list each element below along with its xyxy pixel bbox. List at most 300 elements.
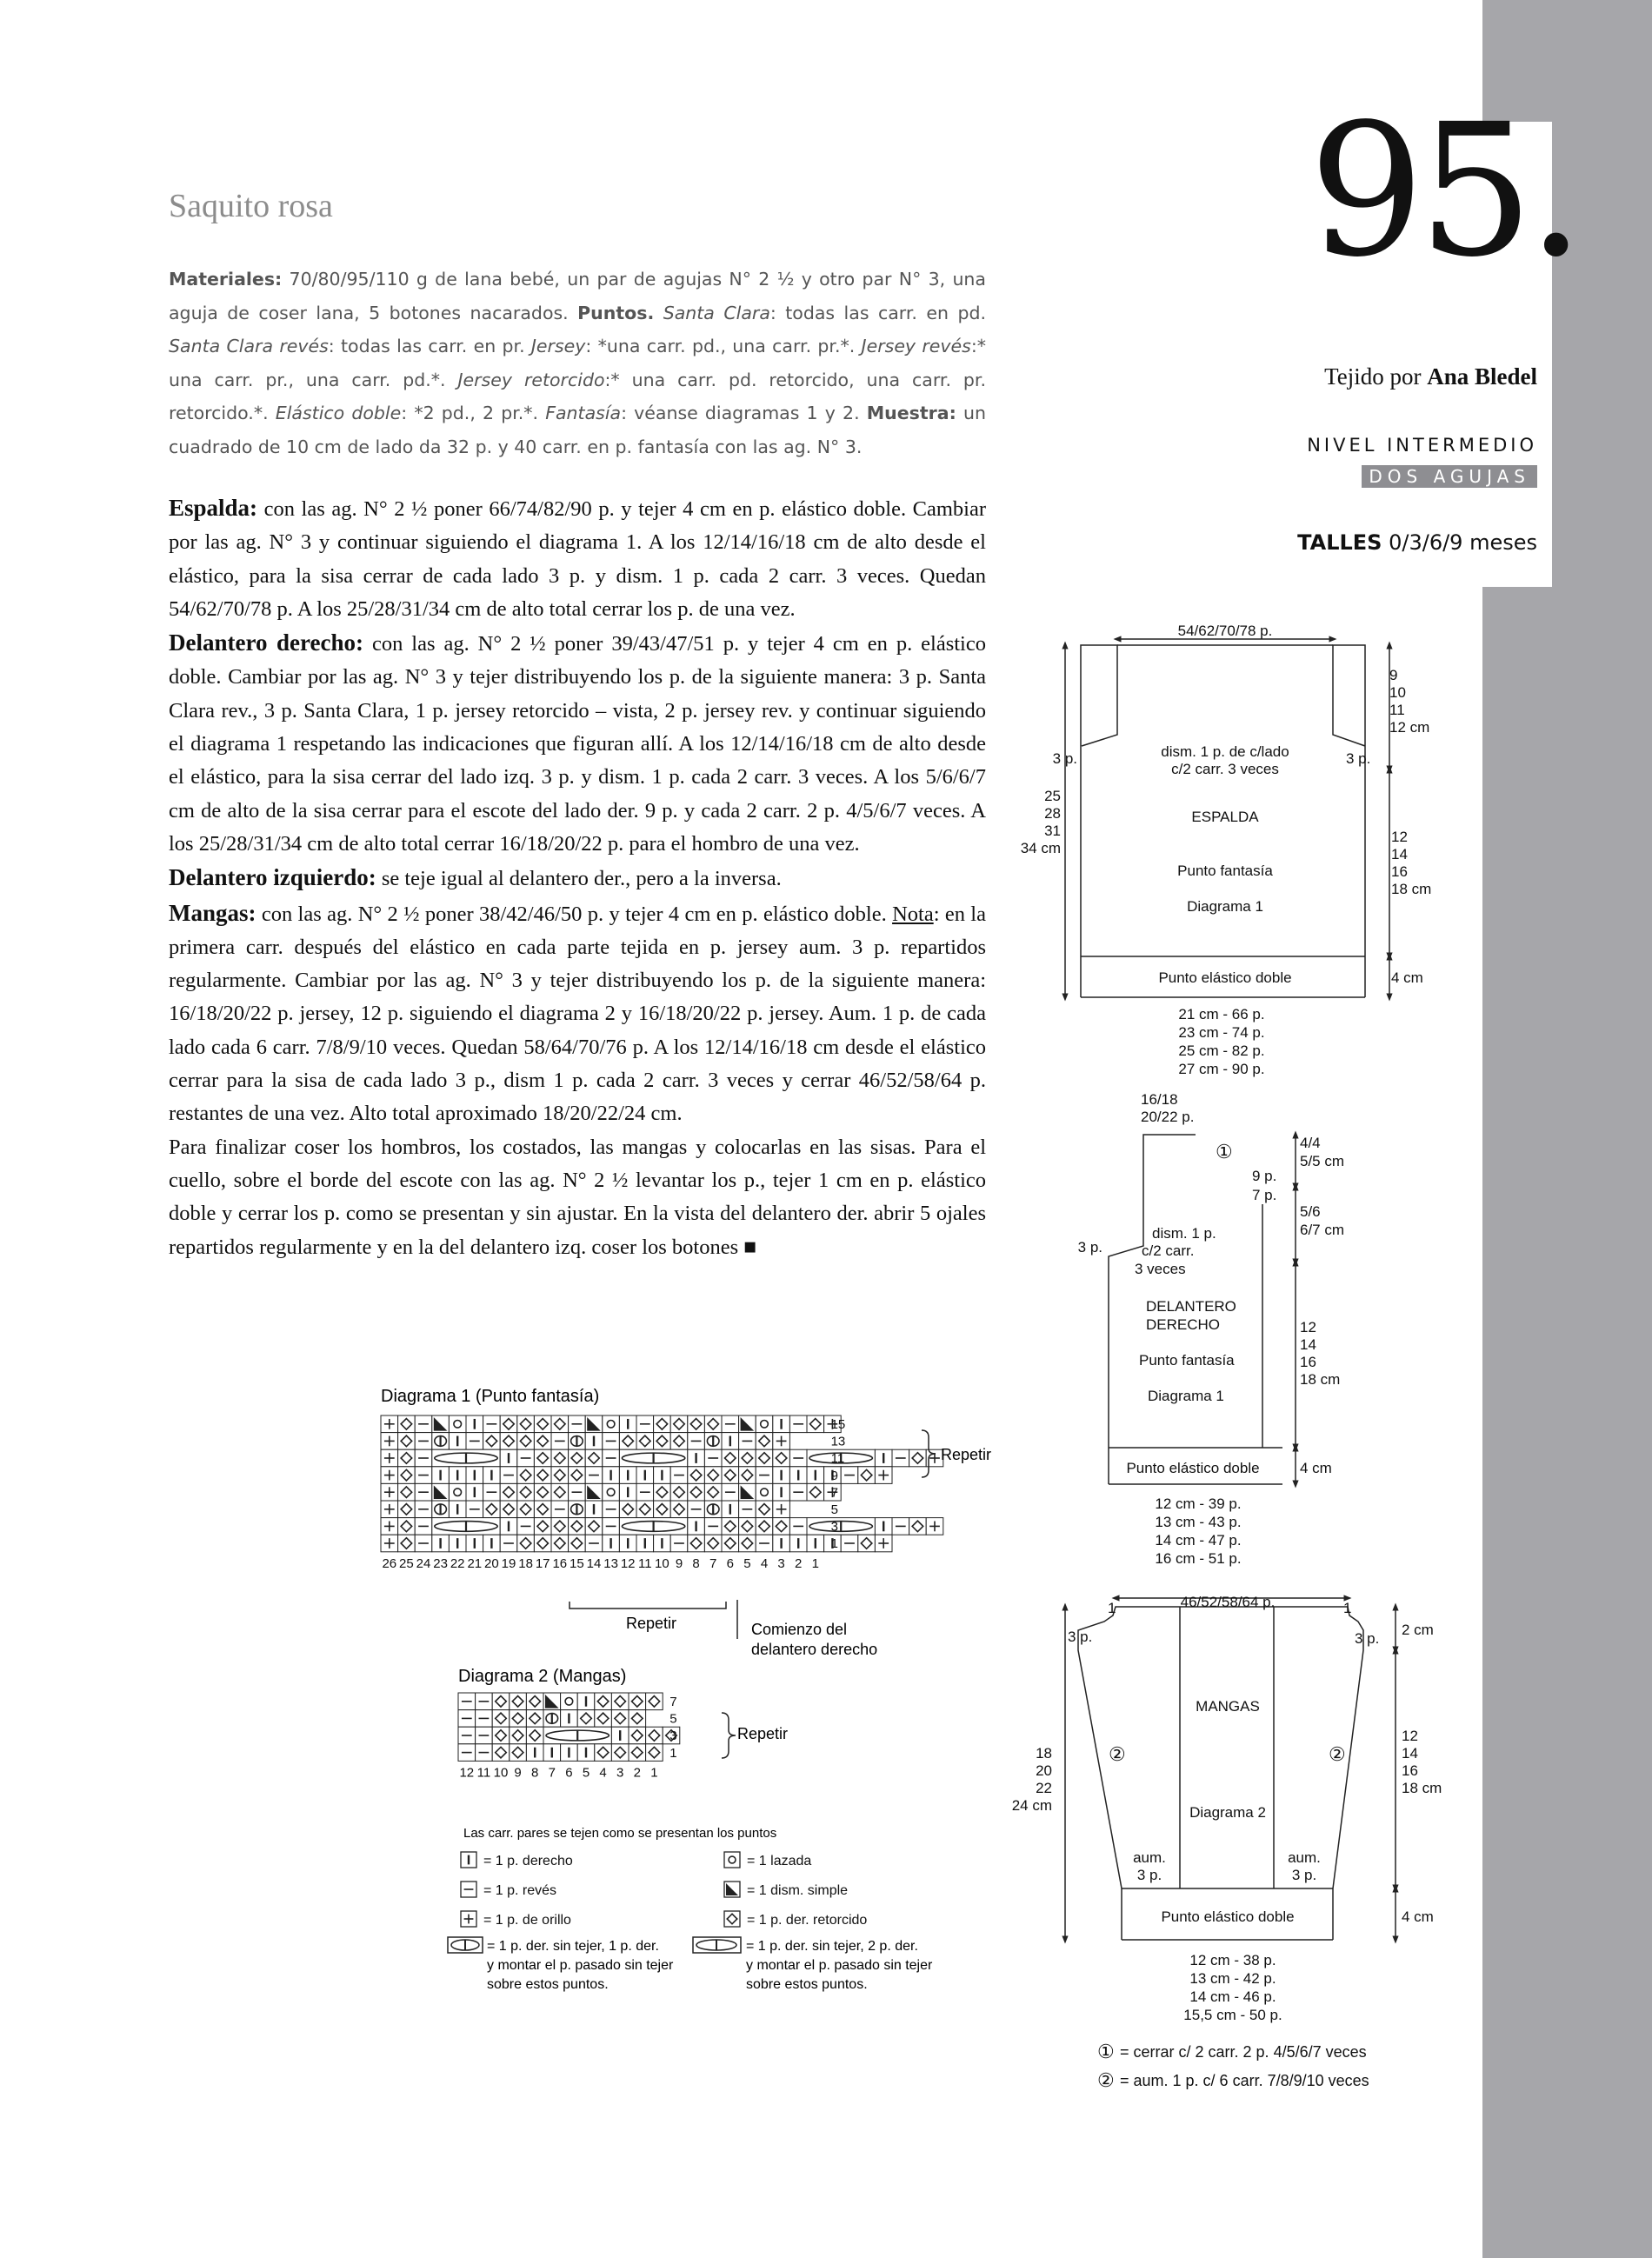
footnote-2-marker: ② <box>1097 2069 1115 2091</box>
chart-cell <box>789 1467 807 1484</box>
diagram1-col-numbers <box>382 1556 819 1571</box>
chart-cell <box>381 1433 398 1450</box>
chart-cell <box>500 1501 517 1518</box>
footnote-1-marker: ① <box>1097 2041 1115 2062</box>
schematic-back-labels <box>1021 623 1432 1077</box>
chart-axis-label: 5 <box>830 1502 838 1517</box>
chart-cell <box>381 1415 398 1433</box>
chart-cell <box>875 1467 892 1484</box>
chart-axis-label: 8 <box>531 1765 539 1781</box>
chart-cell <box>619 1433 636 1450</box>
chart-cell <box>476 1693 493 1710</box>
sleeve-width-2: 13 cm - 42 p. <box>1189 1970 1276 1987</box>
chart-axis-label: 25 <box>399 1555 414 1571</box>
chart-cell <box>722 1535 739 1552</box>
chart-cell <box>636 1467 654 1484</box>
chart-cell <box>603 1415 620 1433</box>
front-decrease-2: c/2 carr. <box>1142 1242 1195 1259</box>
chart-cell <box>510 1693 527 1710</box>
chart-axis-label: 24 <box>416 1555 431 1571</box>
chart-cell <box>646 1727 663 1744</box>
front-neck-h-b1: 5/6 <box>1300 1203 1321 1220</box>
chart-cell <box>500 1518 517 1535</box>
chart-cell <box>629 1727 646 1744</box>
chart-cell-cable <box>704 1433 722 1450</box>
front-neck-h-b2: 6/7 cm <box>1300 1222 1345 1238</box>
chart-cell <box>756 1415 773 1433</box>
chart-cell <box>688 1535 705 1552</box>
chart-axis-label: 6 <box>565 1765 573 1781</box>
chart-cell <box>432 1467 450 1484</box>
back-armhole-h-4: 12 cm <box>1389 719 1430 736</box>
chart-cell <box>603 1501 620 1518</box>
chart-cell <box>500 1483 517 1501</box>
chart-cell <box>722 1449 739 1467</box>
chart-cell-cable <box>807 1518 875 1535</box>
legend-item-text: = 1 p. derecho <box>483 1854 573 1868</box>
chart-cell <box>756 1449 773 1467</box>
chart-axis-label: 1 <box>650 1765 658 1781</box>
chart-axis-label: 20 <box>484 1555 499 1571</box>
chart-cell <box>688 1449 705 1467</box>
diagram1-repeat-right: Repetir <box>941 1446 992 1463</box>
chart-cell <box>722 1433 739 1450</box>
chart-axis-label: 5 <box>669 1711 677 1727</box>
chart-cell <box>739 1535 756 1552</box>
chart-cell <box>739 1518 756 1535</box>
chart-cell <box>510 1710 527 1728</box>
back-name: ESPALDA <box>1191 809 1259 825</box>
chart-cell <box>585 1467 603 1484</box>
chart-axis-label: 8 <box>692 1555 700 1571</box>
chart-cell <box>577 1744 595 1762</box>
sleeve-circle-right: ② <box>1329 1743 1346 1765</box>
sleeve-aum-left-1: aum. <box>1133 1849 1166 1866</box>
chart-axis-label: 18 <box>518 1555 533 1571</box>
chart-cell <box>670 1483 688 1501</box>
chart-cell <box>476 1710 493 1728</box>
front-stitch: Punto fantasía <box>1139 1352 1235 1369</box>
chart-cell <box>551 1535 569 1552</box>
chart-cell <box>398 1467 416 1484</box>
chart-cell <box>449 1483 466 1501</box>
chart-cell <box>807 1483 824 1501</box>
chart-cell <box>585 1535 603 1552</box>
chart-cell <box>534 1518 551 1535</box>
sleeve-rib-label: Punto elástico doble <box>1161 1908 1295 1925</box>
chart-axis-label: 12 <box>459 1765 475 1781</box>
chart-cell <box>773 1535 790 1552</box>
chart-cell-cable <box>619 1518 687 1535</box>
chart-cell <box>603 1433 620 1450</box>
chart-cell <box>704 1449 722 1467</box>
chart-cell <box>492 1744 510 1762</box>
chart-cell <box>449 1467 466 1484</box>
chart-cell <box>466 1467 483 1484</box>
sleeve-top-label: 46/52/58/64 p. <box>1180 1594 1276 1610</box>
chart-cell <box>415 1415 432 1433</box>
chart-cell <box>619 1467 636 1484</box>
diagram1-repeat-bottom: Repetir <box>626 1615 677 1632</box>
footnote-1-text: = cerrar c/ 2 carr. 2 p. 4/5/6/7 veces <box>1120 2043 1367 2061</box>
left-front-instructions: Delantero izquierdo: se teje igual al delantero der., pero a la inversa. <box>169 864 782 891</box>
chart-axis-label: 1 <box>669 1745 677 1761</box>
chart-cell <box>773 1433 790 1450</box>
chart-cell <box>807 1415 824 1433</box>
back-rib-height: 4 cm <box>1391 969 1423 986</box>
chart-cell <box>595 1744 612 1762</box>
chart-cell <box>551 1483 569 1501</box>
chart-axis-label: 10 <box>655 1555 669 1571</box>
chart-cell <box>551 1501 569 1518</box>
chart-cell <box>483 1433 501 1450</box>
chart-cell <box>398 1535 416 1552</box>
chart-axis-label: 13 <box>830 1434 846 1449</box>
diagram1-title: Diagrama 1 (Punto fantasía) <box>381 1387 600 1406</box>
chart-cell <box>858 1467 876 1484</box>
chart-cell <box>534 1483 551 1501</box>
chart-cell <box>756 1483 773 1501</box>
chart-cell <box>722 1501 739 1518</box>
sleeve-width-4: 15,5 cm - 50 p. <box>1183 2007 1282 2023</box>
finishing-instructions: Para finalizar coser los hombros, los costados, las mangas y colocarlas en las sisas. Para el cuello, sobre el borde del escote con las ag. N° 2 ½ levantar los p., tejer 1 cm en p. elástico doble y cerrar los p. como se presentan y sin ajustar. En la vista del delantero der. abrir 5 ojales repartidos regularmente y en la del delantero izq. coser los botones ■ <box>169 1135 986 1259</box>
legend-item <box>461 1911 571 1928</box>
chart-cell <box>415 1449 432 1467</box>
chart-axis-label: 5 <box>743 1555 751 1571</box>
chart-cell <box>500 1535 517 1552</box>
back-left-outline <box>1081 645 1117 997</box>
chart-axis-label: 9 <box>830 1468 838 1483</box>
back-width-4: 27 cm - 90 p. <box>1178 1061 1265 1077</box>
chart-axis-label: 16 <box>552 1555 568 1571</box>
difficulty-level: NIVEL INTERMEDIO <box>1307 435 1537 456</box>
footnote-2-text: = aum. 1 p. c/ 6 carr. 7/8/9/10 veces <box>1120 2072 1369 2089</box>
diagram2 <box>458 1667 788 1780</box>
chart-axis-label: 7 <box>709 1555 717 1571</box>
front-circle-marker: ① <box>1216 1141 1233 1162</box>
sleeve-body-h-4: 18 cm <box>1402 1780 1442 1796</box>
chart-cell <box>773 1518 790 1535</box>
chart-cell <box>756 1501 773 1518</box>
chart-cell <box>500 1415 517 1433</box>
legend-item <box>461 1882 556 1898</box>
chart-axis-label: 4 <box>599 1765 607 1781</box>
chart-axis-label: 11 <box>476 1765 491 1781</box>
back-right-outline <box>1333 645 1365 997</box>
chart-cell <box>789 1449 807 1467</box>
chart-cell <box>654 1535 671 1552</box>
chart-cell <box>483 1467 501 1484</box>
chart-cell <box>875 1449 892 1467</box>
back-total-h-3: 31 <box>1044 823 1061 839</box>
front-body-h-3: 16 <box>1300 1354 1316 1370</box>
chart-cell <box>458 1727 476 1744</box>
chart-cell <box>415 1535 432 1552</box>
diagram2-repeat-right: Repetir <box>737 1725 789 1742</box>
chart-cell <box>483 1501 501 1518</box>
chart-cell <box>466 1433 483 1450</box>
sleeve-right-3p: 3 p. <box>1355 1630 1380 1647</box>
back-total-h-4: 34 cm <box>1020 840 1061 856</box>
chart-cell <box>585 1433 603 1450</box>
legend-item <box>461 1852 573 1868</box>
sleeve-left-3p: 3 p. <box>1068 1629 1093 1645</box>
chart-cell <box>739 1483 756 1501</box>
back-width-2: 23 cm - 74 p. <box>1178 1024 1265 1041</box>
chart-cell <box>739 1501 756 1518</box>
chart-cell <box>577 1710 595 1728</box>
legend-cable-1-line-1: = 1 p. der. sin tejer, 1 p. der. <box>487 1939 659 1954</box>
chart-axis-label: 3 <box>777 1555 785 1571</box>
legend-item <box>724 1911 867 1928</box>
front-body-h-1: 12 <box>1300 1319 1316 1335</box>
front-name-1: DELANTERO <box>1146 1298 1236 1315</box>
back-total-h-2: 28 <box>1044 805 1061 822</box>
chart-cell <box>534 1415 551 1433</box>
chart-cell <box>654 1415 671 1433</box>
chart-cell <box>704 1483 722 1501</box>
chart-cell <box>585 1501 603 1518</box>
chart-cell <box>476 1727 493 1744</box>
chart-cell-cable <box>704 1501 722 1518</box>
chart-cell <box>892 1518 909 1535</box>
sleeve-small-1-left: 1 <box>1108 1600 1116 1616</box>
chart-cell <box>381 1467 398 1484</box>
front-width-1: 12 cm - 39 p. <box>1155 1495 1242 1512</box>
chart-cell <box>517 1415 535 1433</box>
chart-cell <box>688 1518 705 1535</box>
back-body-h-3: 16 <box>1391 863 1408 880</box>
chart-axis-label: 23 <box>433 1555 448 1571</box>
back-rib-label: Punto elástico doble <box>1158 969 1292 986</box>
chart-cell <box>688 1415 705 1433</box>
chart-cell <box>739 1449 756 1467</box>
back-armhole-h-1: 9 <box>1389 667 1398 683</box>
chart-cell <box>773 1449 790 1467</box>
chart-axis-label: 1 <box>811 1555 819 1571</box>
chart-cell <box>739 1433 756 1450</box>
back-body-h-4: 18 cm <box>1391 881 1432 897</box>
chart-cell <box>398 1433 416 1450</box>
chart-cell <box>561 1744 578 1762</box>
sleeve-circle-left: ② <box>1109 1743 1126 1765</box>
chart-axis-label: 2 <box>795 1555 803 1571</box>
chart-cell <box>722 1483 739 1501</box>
sizes: TALLES 0/3/6/9 meses <box>1297 530 1537 555</box>
chart-cell <box>466 1483 483 1501</box>
chart-cell <box>688 1483 705 1501</box>
sleeve-total-h-3: 22 <box>1036 1780 1052 1796</box>
chart-axis-label: 2 <box>633 1765 641 1781</box>
chart-axis-label: 14 <box>586 1555 602 1571</box>
chart-axis-label: 7 <box>669 1695 677 1709</box>
chart-axis-label: 22 <box>450 1555 465 1571</box>
chart-cell <box>807 1535 824 1552</box>
chart-cell <box>577 1693 595 1710</box>
schematic-front-labels <box>1078 1091 1344 1567</box>
back-decrease-1: dism. 1 p. de c/lado <box>1161 743 1289 760</box>
chart-cell <box>789 1518 807 1535</box>
chart-cell <box>603 1518 620 1535</box>
chart-cell <box>646 1693 663 1710</box>
chart-cell <box>670 1501 688 1518</box>
chart-cell <box>789 1483 807 1501</box>
chart-cell <box>569 1467 586 1484</box>
chart-cell <box>619 1415 636 1433</box>
sleeve-body-h-3: 16 <box>1402 1762 1418 1779</box>
chart-cell <box>466 1501 483 1518</box>
chart-cell <box>926 1518 943 1535</box>
diagram2-col-numbers <box>459 1765 657 1780</box>
chart-cell-cable <box>432 1501 450 1518</box>
chart-cell <box>492 1727 510 1744</box>
sleeve-width-1: 12 cm - 38 p. <box>1189 1952 1276 1968</box>
chart-cell-cable <box>543 1710 561 1728</box>
chart-cell <box>517 1518 535 1535</box>
chart-cell <box>551 1467 569 1484</box>
chart-cell <box>398 1483 416 1501</box>
chart-cell <box>517 1483 535 1501</box>
schematic-sleeve <box>1065 1598 1396 1940</box>
chart-cell <box>585 1415 603 1433</box>
chart-cell <box>670 1467 688 1484</box>
legend <box>448 1826 933 1992</box>
sleeve-outline <box>1078 1607 1363 1940</box>
sleeve-body-h-2: 14 <box>1402 1745 1418 1762</box>
chart-cell <box>909 1449 927 1467</box>
chart-cell <box>449 1535 466 1552</box>
chart-axis-label: 10 <box>493 1765 509 1781</box>
chart-cell <box>415 1518 432 1535</box>
chart-axis-label: 17 <box>535 1555 550 1571</box>
chart-cell <box>585 1483 603 1501</box>
front-rib-label: Punto elástico doble <box>1126 1460 1260 1476</box>
chart-cell <box>534 1449 551 1467</box>
chart-cell <box>476 1744 493 1762</box>
chart-cell <box>722 1467 739 1484</box>
chart-cell <box>432 1535 450 1552</box>
sleeve-aum-right-1: aum. <box>1288 1849 1321 1866</box>
chart-cell <box>551 1433 569 1450</box>
chart-cell <box>619 1501 636 1518</box>
chart-cell <box>603 1483 620 1501</box>
sleeve-name: MANGAS <box>1196 1698 1260 1715</box>
chart-cell <box>569 1518 586 1535</box>
front-shoulder-2: 20/22 p. <box>1141 1109 1195 1125</box>
legend-item-text: = 1 lazada <box>747 1854 812 1868</box>
chart-cell <box>603 1535 620 1552</box>
chart-cell <box>517 1449 535 1467</box>
chart-cell <box>841 1467 858 1484</box>
chart-cell <box>688 1501 705 1518</box>
chart-cell <box>636 1415 654 1433</box>
chart-cell <box>875 1535 892 1552</box>
diagram2-grid <box>458 1693 680 1761</box>
chart-cell <box>611 1727 629 1744</box>
knitted-by: Tejido por Ana Bledel <box>1324 363 1537 390</box>
legend-cable-1-line-3: sobre estos puntos. <box>487 1977 609 1992</box>
chart-cell <box>636 1483 654 1501</box>
chart-cell <box>688 1433 705 1450</box>
chart-cell <box>756 1467 773 1484</box>
chart-cell <box>841 1535 858 1552</box>
diagram1-repeat-bottom-bracket <box>570 1602 726 1609</box>
chart-cell <box>534 1433 551 1450</box>
diagram1-grid <box>381 1415 943 1552</box>
chart-axis-label: 1 <box>830 1536 838 1552</box>
chart-axis-label: 15 <box>830 1417 846 1432</box>
chart-cell <box>517 1433 535 1450</box>
chart-cell <box>510 1727 527 1744</box>
right-front-instructions: Delantero derecho: con las ag. N° 2 ½ poner 39/43/47/51 p. y tejer 4 cm en p. elástico doble. Cambiar por las ag. N° 3 y tejer distribuyendo los p. de la siguiente manera: 3 p. Santa Clara rev., 3 p. Santa Clara, 1 p. jersey retorcido – vista, 2 p. jersey rev. y continuar siguiendo el diagrama 1 respetando las indicaciones que figuran allí. A los 12/14/16/18 cm de alto desde el elástico, para la sisa cerrar del lado izq. 3 p. y dism. 1 p. cada 2 carr. 3 veces. A los 5/6/6/7 cm de alto de la sisa cerrar para el escote del lado der. 9 p. y cada 2 carr. 2 p. 4/5/6/7 veces. A los 25/28/31/34 cm de alto total cerrar 16/18/20/22 p. para el hombro de una vez. <box>169 629 986 856</box>
chart-cell <box>432 1415 450 1433</box>
front-body-h-4: 18 cm <box>1300 1371 1341 1388</box>
chart-cell <box>517 1501 535 1518</box>
chart-axis-label: 11 <box>638 1555 652 1571</box>
front-shoulder-1: 16/18 <box>1141 1091 1178 1108</box>
chart-cell <box>611 1693 629 1710</box>
legend-note: Las carr. pares se tejen como se presentan los puntos <box>463 1826 777 1841</box>
chart-cell <box>569 1535 586 1552</box>
front-neck-9p: 9 p. <box>1252 1168 1277 1184</box>
chart-axis-label: 15 <box>570 1555 584 1571</box>
chart-cell <box>526 1710 543 1728</box>
chart-cell <box>619 1483 636 1501</box>
chart-cell <box>670 1433 688 1450</box>
chart-cell <box>611 1710 629 1728</box>
sleeve-total-h-4: 24 cm <box>1011 1797 1052 1814</box>
chart-cell <box>415 1501 432 1518</box>
chart-cell <box>629 1693 646 1710</box>
chart-cell <box>561 1710 578 1728</box>
chart-cell <box>449 1433 466 1450</box>
sleeve-total-h-1: 18 <box>1036 1745 1052 1762</box>
chart-cell <box>500 1467 517 1484</box>
chart-cell <box>585 1518 603 1535</box>
chart-cell <box>492 1710 510 1728</box>
legend-cable-1-line-2: y montar el p. pasado sin tejer <box>487 1958 674 1973</box>
front-armhole-left: 3 p. <box>1077 1239 1102 1256</box>
chart-cell <box>543 1744 561 1762</box>
chart-cell-cable <box>569 1501 586 1518</box>
chart-cell <box>449 1501 466 1518</box>
legend-item <box>724 1882 848 1898</box>
legend-cable-1 <box>448 1937 674 1992</box>
chart-cell <box>449 1415 466 1433</box>
chart-cell <box>636 1501 654 1518</box>
chart-cell <box>670 1415 688 1433</box>
chart-cell <box>595 1710 612 1728</box>
chart-cell <box>500 1449 517 1467</box>
back-total-h-1: 25 <box>1044 788 1061 804</box>
back-stitch: Punto fantasía <box>1177 863 1273 879</box>
front-neck-h-a2: 5/5 cm <box>1300 1153 1345 1169</box>
chart-cell <box>739 1467 756 1484</box>
chart-cell <box>466 1415 483 1433</box>
chart-axis-label: 3 <box>669 1728 677 1744</box>
sleeve-total-h-2: 20 <box>1036 1762 1052 1779</box>
chart-cell <box>773 1501 790 1518</box>
materials-paragraph: Materiales: 70/80/95/110 g de lana bebé, un par de agujas N° 2 ½ y otro par N° 3, una aguja de coser lana, 5 botones nacarados. Puntos. Santa Clara: todas las carr. en pd. Santa Clara revés: todas las carr. en pr. Jersey: *una carr. pd., una carr. pr.*. Jersey revés:* una carr. pr., una carr. pd.*. Jersey retorcido:* una carr. pd. retorcido, una carr. pr. retorcido.*. Elástico doble: *2 pd., 2 pr.*. Fantasía: véanse diagramas 1 y 2. Muestra: un cuadrado de 10 cm de lado da 32 p. y 40 carr. en p. fantasía con las ag. N° 3. <box>169 269 986 457</box>
chart-cell-cable <box>432 1449 500 1467</box>
chart-cell <box>789 1415 807 1433</box>
chart-cell <box>603 1467 620 1484</box>
back-width-1: 21 cm - 66 p. <box>1178 1006 1265 1022</box>
chart-cell-cable <box>569 1433 586 1450</box>
chart-cell <box>756 1518 773 1535</box>
chart-cell <box>636 1433 654 1450</box>
chart-cell <box>722 1415 739 1433</box>
